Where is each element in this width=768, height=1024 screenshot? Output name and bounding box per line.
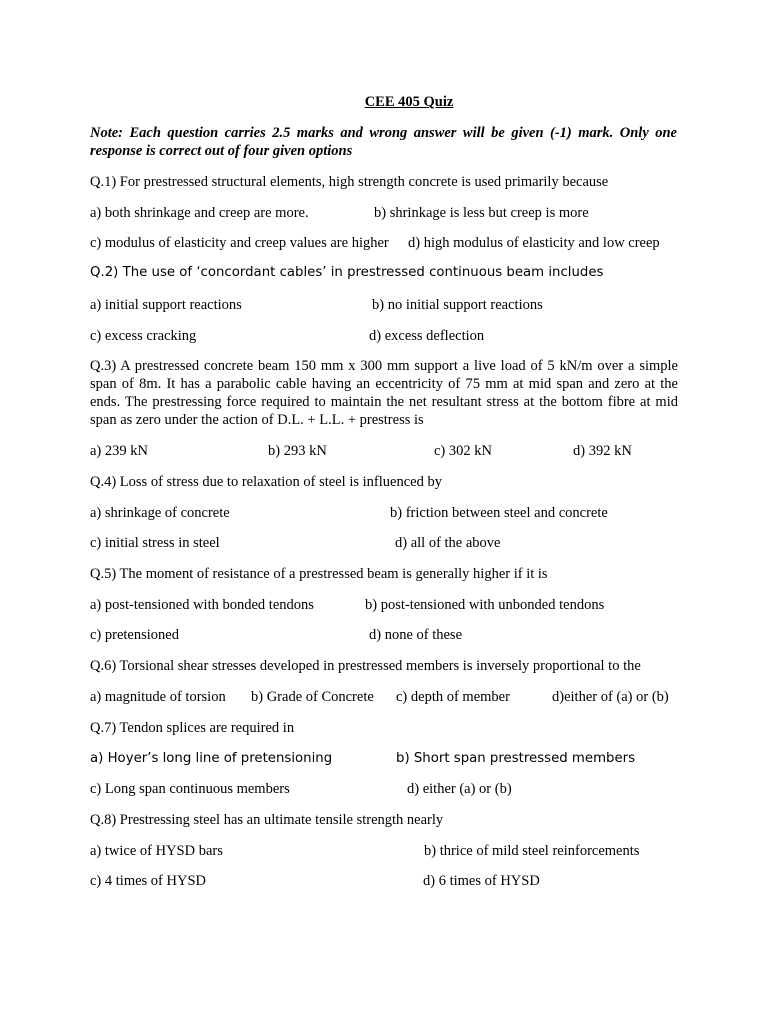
question-7-option-b: b) Short span prestressed members [396, 751, 636, 766]
question-4: Q.4) Loss of stress due to relaxation of steel is influenced by [90, 474, 442, 490]
question-6-option-b: b) Grade of Concrete [251, 689, 374, 705]
question-8-option-b: b) thrice of mild steel reinforcements [424, 843, 640, 859]
question-1-option-d: d) high modulus of elasticity and low creep [408, 235, 660, 251]
question-5-option-c: c) pretensioned [90, 627, 179, 643]
question-5-option-b: b) post-tensioned with unbonded tendons [365, 597, 605, 613]
question-3-option-d: d) 392 kN [573, 443, 632, 459]
question-4-option-c: c) initial stress in steel [90, 535, 220, 551]
question-2: Q.2) The use of ‘concordant cables’ in prestressed continuous beam includes [90, 265, 604, 280]
question-2-option-c: c) excess cracking [90, 328, 197, 344]
question-3-option-b: b) 293 kN [268, 443, 327, 459]
question-1-option-c: c) modulus of elasticity and creep values are higher [90, 235, 389, 251]
question-2-option-d: d) excess deflection [369, 328, 485, 344]
question-1-option-b: b) shrinkage is less but creep is more [374, 205, 589, 221]
question-5-option-d: d) none of these [369, 627, 463, 643]
question-3: Q.3) A prestressed concrete beam 150 mm x 300 mm support a live load of 5 kN/m over a simple span of 8m. It has a parabolic cable having an eccentricity of 75 mm at mid span and zero at the ends. The prestressing force required to maintain the net resultant stress at the bottom fibre at mid span as zero under the action of D.L. + L.L. + prestress is [90, 358, 678, 428]
question-1-option-a: a) both shrinkage and creep are more. [90, 205, 309, 221]
question-6-option-d: d)either of (a) or (b) [552, 689, 669, 705]
question-6-option-c: c) depth of member [396, 689, 510, 705]
question-8: Q.8) Prestressing steel has an ultimate tensile strength nearly [90, 812, 444, 828]
question-7-option-d: d) either (a) or (b) [407, 781, 512, 797]
quiz-note: Note: Each question carries 2.5 marks and wrong answer will be given (-1) mark. Only one response is correct out of four given options [90, 125, 677, 159]
quiz-title: CEE 405 Quiz [364, 94, 454, 110]
question-5: Q.5) The moment of resistance of a prestressed beam is generally higher if it is [90, 566, 548, 582]
question-8-option-c: c) 4 times of HYSD [90, 873, 206, 889]
question-7: Q.7) Tendon splices are required in [90, 720, 295, 736]
question-1: Q.1) For prestressed structural elements, high strength concrete is used primarily because [90, 174, 609, 190]
question-6: Q.6) Torsional shear stresses developed in prestressed members is inversely proportional to the [90, 658, 641, 674]
question-3-option-a: a) 239 kN [90, 443, 148, 459]
question-4-option-d: d) all of the above [395, 535, 501, 551]
question-4-option-b: b) friction between steel and concrete [390, 505, 608, 521]
question-3-option-c: c) 302 kN [434, 443, 492, 459]
question-7-option-a: a) Hoyer’s long line of pretensioning [90, 751, 333, 766]
question-5-option-a: a) post-tensioned with bonded tendons [90, 597, 314, 613]
question-4-option-a: a) shrinkage of concrete [90, 505, 230, 521]
question-6-option-a: a) magnitude of torsion [90, 689, 226, 705]
question-8-option-d: d) 6 times of HYSD [423, 873, 540, 889]
question-2-option-b: b) no initial support reactions [372, 297, 543, 313]
question-2-option-a: a) initial support reactions [90, 297, 242, 313]
question-8-option-a: a) twice of HYSD bars [90, 843, 223, 859]
question-7-option-c: c) Long span continuous members [90, 781, 290, 797]
